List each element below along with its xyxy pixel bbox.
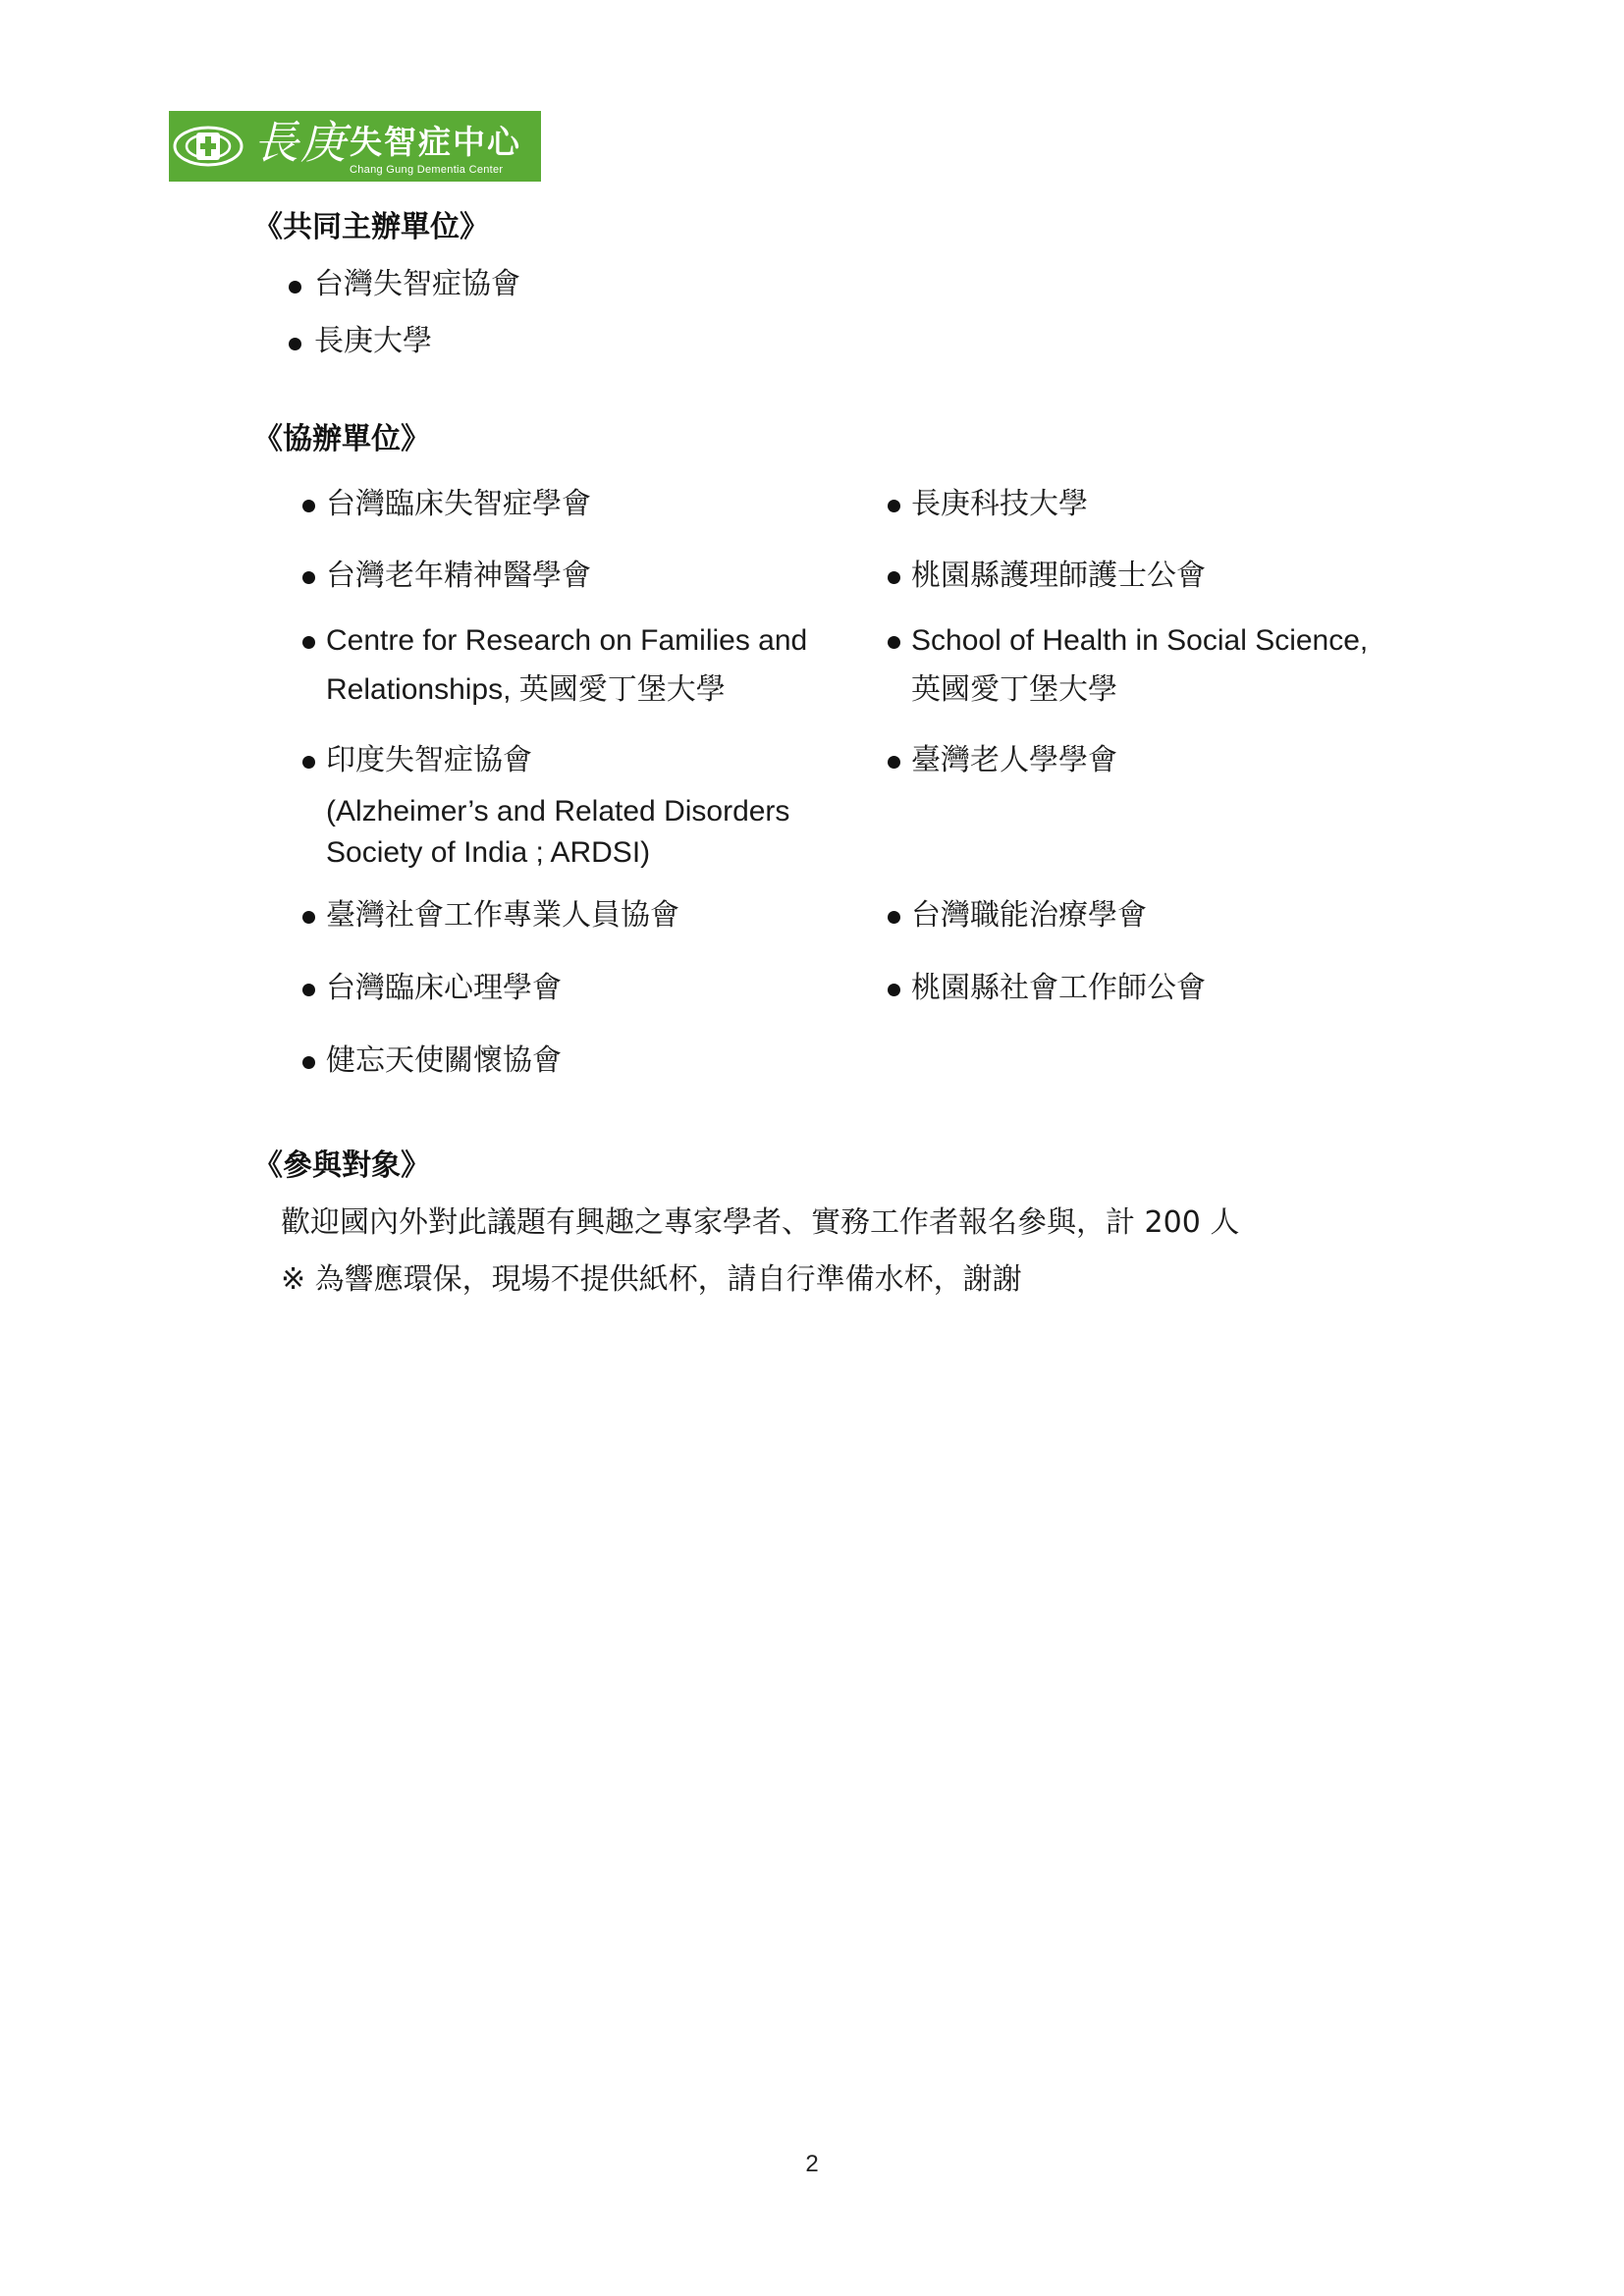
co-sponsor-item-continued: 英國愛丁堡大學 [911,672,1117,707]
participants-description: 歡迎國內外對此議題有興趣之專家學者、實務工作者報名參與，計 200 人 [281,1205,1240,1240]
bullet-icon [302,984,315,996]
co-organizer-item: 台灣失智症協會 [314,267,520,301]
co-sponsors-heading: 《協辦單位》 [253,422,430,456]
eco-notice: ※ 為響應環保，現場不提供紙杯，請自行準備水杯，謝謝 [281,1262,1022,1297]
co-sponsor-item-continued: Relationships, 英國愛丁堡大學 [326,673,726,706]
bullet-icon [888,500,900,512]
participants-heading: 《參與對象》 [253,1148,430,1183]
co-sponsor-item: 臺灣社會工作專業人員協會 [326,898,679,933]
bullet-icon [289,281,301,294]
chang-gung-dementia-center-logo [169,111,541,182]
co-sponsor-item: 台灣臨床失智症學會 [326,487,591,521]
bullet-icon [888,756,900,769]
co-sponsor-item: 桃園縣護理師護士公會 [911,559,1206,593]
bullet-icon [289,338,301,350]
logo-name-en: Chang Gung Dementia Center [350,164,504,176]
page-number: 2 [805,2151,819,2177]
bullet-icon [302,636,315,649]
co-organizers-heading: 《共同主辦單位》 [253,210,489,244]
co-sponsor-item-continued: Society of India ; ARDSI) [326,836,651,869]
co-organizer-item: 長庚大學 [314,324,432,358]
bullet-icon [302,756,315,769]
bullet-icon [302,1056,315,1069]
co-sponsor-item: 桃園縣社會工作師公會 [911,971,1206,1005]
co-sponsor-item: 健忘天使關懷協會 [326,1043,562,1078]
bullet-icon [888,984,900,996]
logo-name-cn-big: 長庚 [253,116,348,169]
cross-in-circle-logo-icon [169,111,247,182]
logo-name-cn-small: 失智症中心 [350,123,521,161]
co-sponsor-item: 台灣臨床心理學會 [326,971,562,1005]
bullet-icon [302,911,315,924]
co-sponsor-item: 台灣職能治療學會 [911,898,1147,933]
bullet-icon [888,911,900,924]
co-sponsor-item: 台灣老年精神醫學會 [326,559,591,593]
co-sponsor-item: 臺灣老人學學會 [911,743,1117,777]
bullet-icon [888,636,900,649]
logo-text [247,111,541,182]
bullet-icon [888,571,900,584]
bullet-icon [302,571,315,584]
co-sponsor-item: 印度失智症協會 [326,743,532,777]
co-sponsor-item: 長庚科技大學 [911,487,1088,521]
co-sponsor-item: School of Health in Social Science, [911,624,1369,657]
co-sponsor-item: Centre for Research on Families and [326,624,808,657]
bullet-icon [302,500,315,512]
co-sponsor-item-continued: (Alzheimer’s and Related Disorders [326,795,790,828]
